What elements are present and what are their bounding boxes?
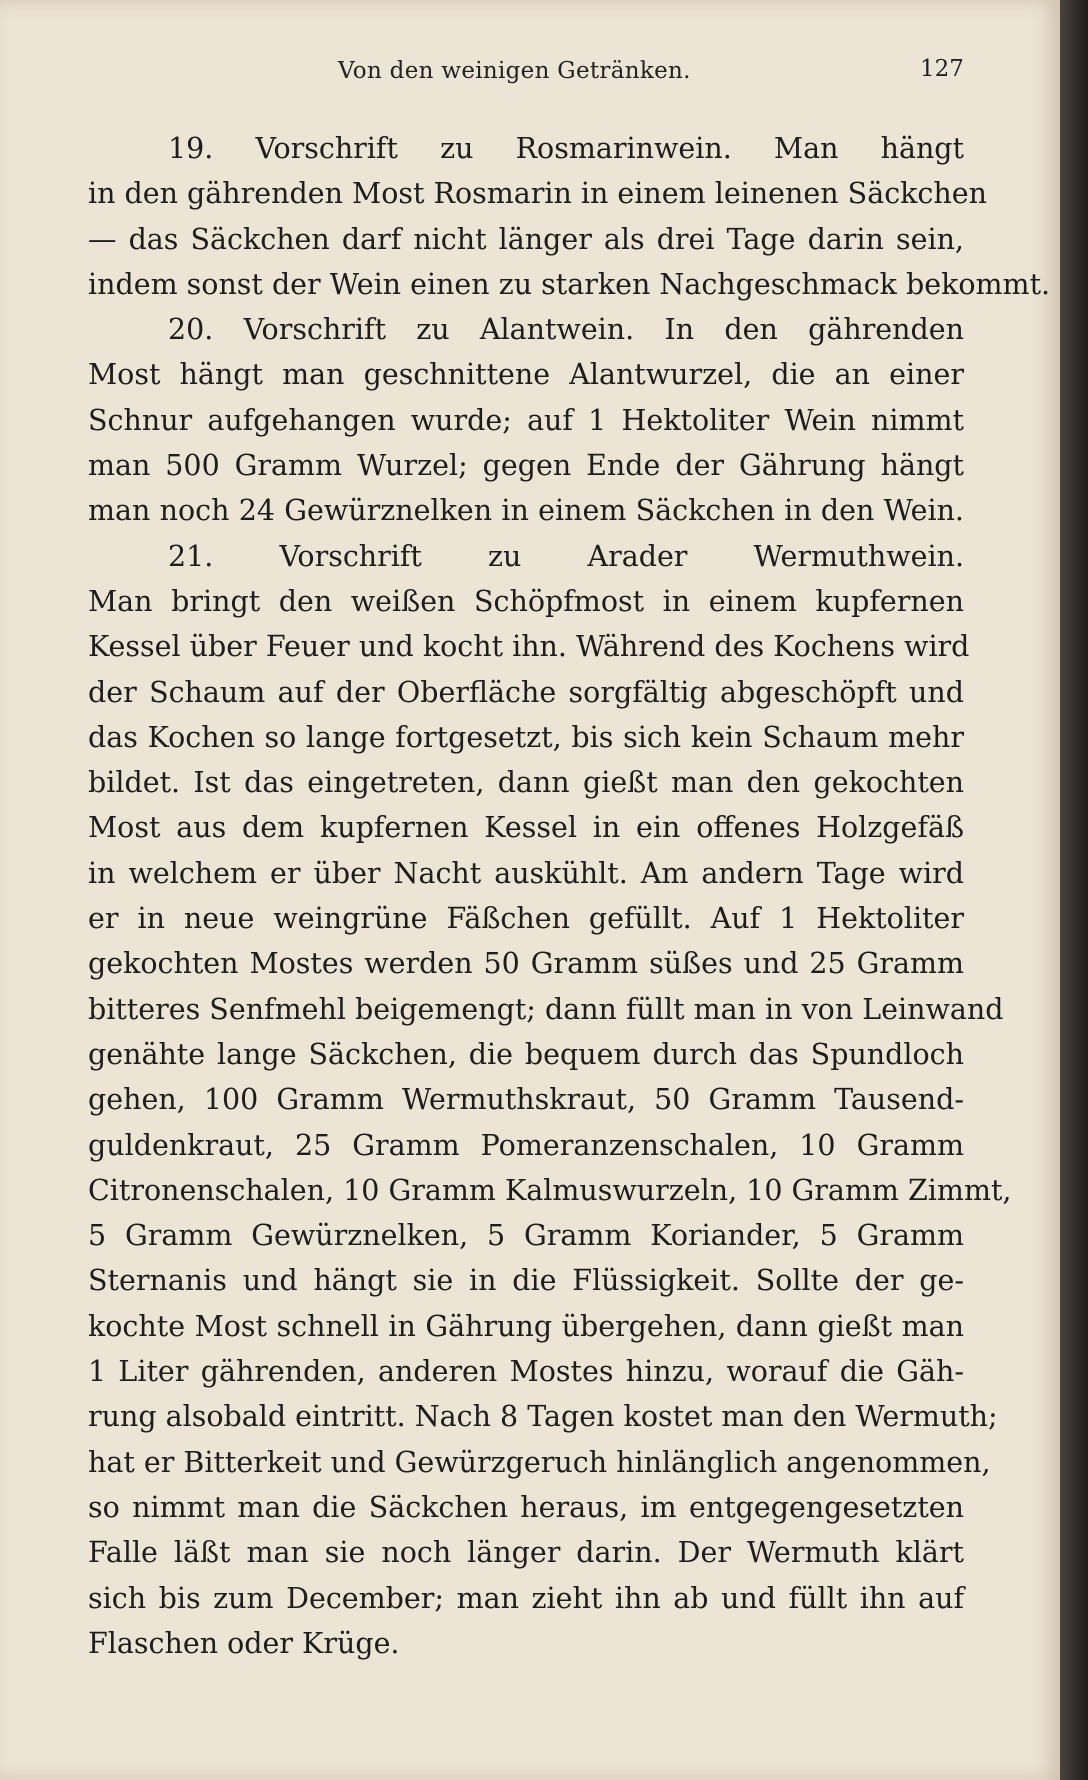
text-line: Man bringt den weißen Schöpfmost in einem kupfernen [88,584,964,618]
text-line: genähte lange Säckchen, die bequem durch das Spundloch [88,1037,964,1071]
book-spine-edge [1060,0,1088,1780]
text-line: man 500 Gramm Wurzel; gegen Ende der Gährung hängt [88,449,964,483]
text-line: gekochten Mostes werden 50 Gramm süßes und 25 Gramm [88,947,964,981]
text-line: das Kochen so lange fortgesetzt, bis sich kein Schaum mehr [88,720,964,754]
text-line: er in neue weingrüne Fäßchen gefüllt. Auf 1 Hektoliter [88,902,964,936]
text-line: 1 Liter gährenden, anderen Mostes hinzu, worauf die Gäh- [88,1355,964,1389]
text-line: kochte Most schnell in Gährung übergehen, dann gießt man [88,1309,964,1343]
page-number: 127 [920,56,964,82]
text-line: 21. Vorschrift zu Arader Wermuthwein. [168,539,964,573]
text-line: gehen, 100 Gramm Wermuthskraut, 50 Gramm Tausend- [88,1083,964,1117]
text-line: Most hängt man geschnittene Alantwurzel, die an einer [88,358,964,392]
text-line: hat er Bitterkeit und Gewürzgeruch hinlänglich angenommen, [88,1445,991,1479]
text-line: rung alsobald eintritt. Nach 8 Tagen kostet man den Wermuth; [88,1400,998,1434]
text-line: guldenkraut, 25 Gramm Pomeranzenschalen, 10 Gramm [88,1128,964,1162]
running-title: Von den weinigen Getränken. [338,58,691,84]
text-line: 5 Gramm Gewürznelken, 5 Gramm Koriander, 5 Gramm [88,1219,964,1253]
text-line: man noch 24 Gewürznelken in einem Säckchen in den Wein. [88,494,964,528]
text-line: Flaschen oder Krüge. [88,1626,400,1660]
text-line: bitteres Senfmehl beigemengt; dann füllt man in von Leinwand [88,992,1004,1026]
text-line: indem sonst der Wein einen zu starken Nachgeschmack bekommt. [88,267,1051,301]
text-line: bildet. Ist das eingetreten, dann gießt man den gekochten [88,766,964,800]
text-line: Most aus dem kupfernen Kessel in ein offenes Holzgefäß [88,811,964,845]
text-line: Schnur aufgehangen wurde; auf 1 Hektoliter Wein nimmt [88,403,964,437]
text-line: in welchem er über Nacht auskühlt. Am andern Tage wird [88,856,964,890]
text-line: 20. Vorschrift zu Alantwein. In den gährenden [168,313,964,347]
text-line: Sternanis und hängt sie in die Flüssigkeit. Sollte der ge- [88,1264,964,1298]
page-header [0,58,1060,98]
text-line: in den gährenden Most Rosmarin in einem leinenen Säckchen [88,177,987,211]
text-line: der Schaum auf der Oberfläche sorgfältig abgeschöpft und [88,675,964,709]
text-line: sich bis zum December; man zieht ihn ab und füllt ihn auf [88,1581,964,1615]
text-line: Kessel über Feuer und kocht ihn. Während des Kochens wird [88,630,970,664]
text-line: Citronenschalen, 10 Gramm Kalmuswurzeln, 10 Gramm Zimmt, [88,1173,1012,1207]
text-line: 19. Vorschrift zu Rosmarinwein. Man hängt [168,132,964,165]
text-line: — das Säckchen darf nicht länger als drei Tage darin sein, [88,222,964,256]
body-text [88,126,1051,1666]
text-line: so nimmt man die Säckchen heraus, im entgegengesetzten [88,1490,964,1524]
text-line: Falle läßt man sie noch länger darin. Der Wermuth klärt [88,1536,964,1570]
